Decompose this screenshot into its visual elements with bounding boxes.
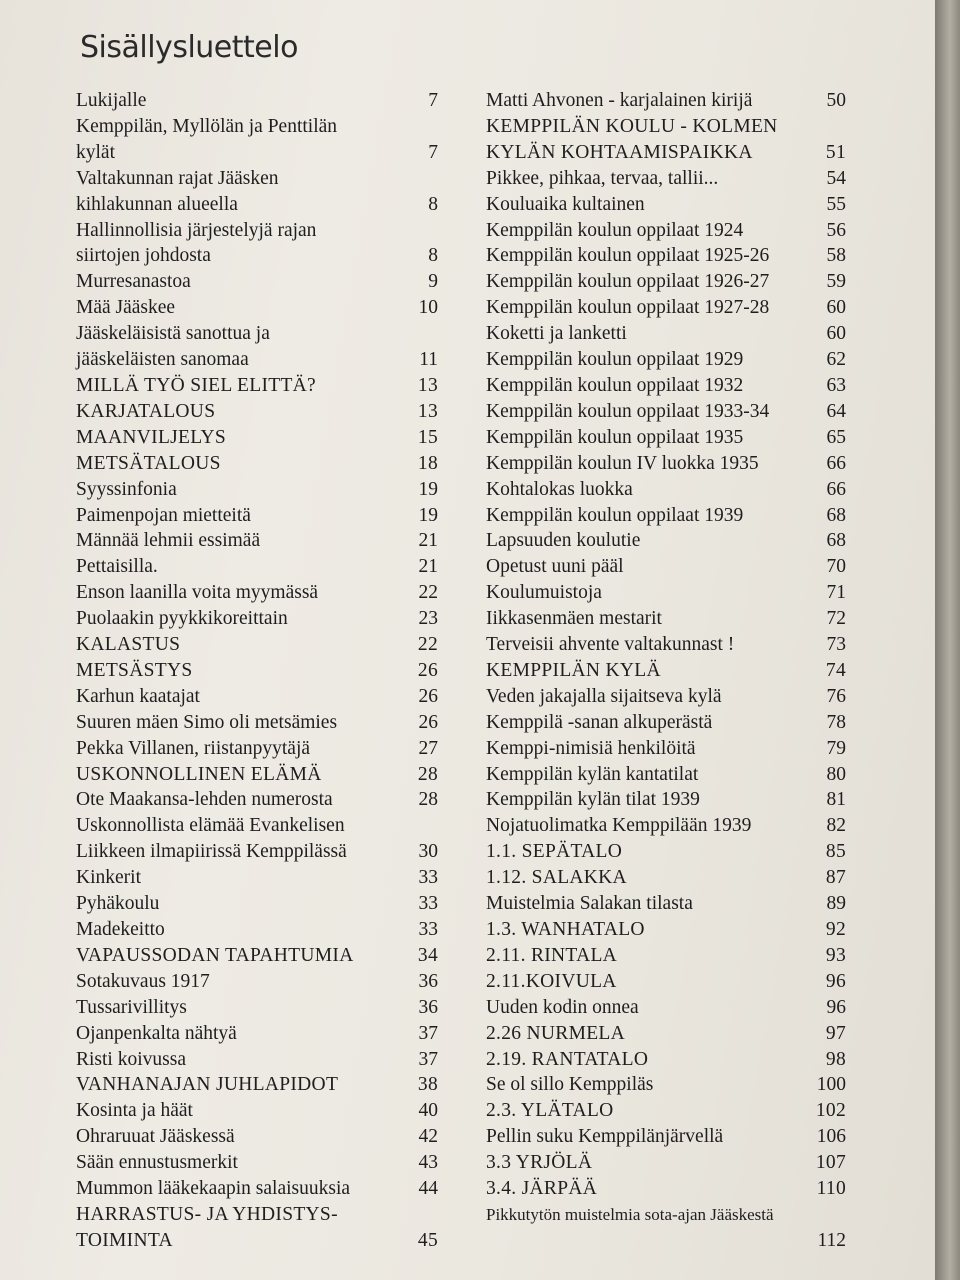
toc-entry-page: 34 xyxy=(417,944,438,966)
toc-entry xyxy=(486,762,846,788)
toc-entry-title: 2.19. RANTATALO xyxy=(486,1048,649,1070)
toc-entry xyxy=(486,373,846,399)
toc-entry-page: 98 xyxy=(825,1048,846,1070)
toc-entry-title: 1.3. WANHATALO xyxy=(486,919,645,940)
toc-entry xyxy=(76,606,438,632)
toc-entry xyxy=(76,917,438,943)
toc-entry-title: Lukijalle xyxy=(76,90,147,111)
toc-entry-title: Kemppilän koulun oppilaat 1925-26 xyxy=(486,245,770,267)
toc-entry-page: 36 xyxy=(418,996,438,1018)
toc-entry-page: 22 xyxy=(418,582,438,604)
toc-entry-page: 26 xyxy=(417,659,438,681)
toc-entry-page: 21 xyxy=(418,556,438,578)
toc-entry-title: 2.11. RINTALA xyxy=(486,944,618,966)
toc-entry-title: Matti Ahvonen - karjalainen kirijä xyxy=(486,90,753,111)
toc-entry xyxy=(76,218,438,244)
toc-entry xyxy=(76,114,438,140)
toc-entry-page: 37 xyxy=(418,1022,438,1044)
toc-entry-page: 51 xyxy=(825,141,846,163)
toc-entry-title: 2.3. YLÄTALO xyxy=(486,1100,614,1122)
toc-entry xyxy=(76,1176,438,1202)
toc-entry xyxy=(76,399,438,425)
toc-entry-page: 112 xyxy=(817,1229,846,1251)
toc-entry xyxy=(486,606,846,632)
toc-entry-page: 11 xyxy=(419,349,438,371)
toc-entry-title: Opetust uuni pääl xyxy=(486,556,624,578)
toc-entry xyxy=(486,917,846,943)
toc-entry xyxy=(76,1150,438,1176)
toc-entry xyxy=(76,554,438,580)
toc-entry xyxy=(486,140,846,166)
toc-entry-title: Kemppilän koulun oppilaat 1926-27 xyxy=(486,271,770,293)
toc-entry-page: 74 xyxy=(825,659,846,681)
toc-entry-title: Uskonnollista elämää Evankelisen xyxy=(76,815,345,837)
toc-entry-page: 100 xyxy=(816,1074,846,1096)
toc-entry xyxy=(486,425,846,451)
toc-entry-title: Kemppilän kylän tilat 1939 xyxy=(486,789,700,811)
toc-entry xyxy=(486,1150,846,1176)
toc-entry xyxy=(76,269,438,295)
toc-entry-title: Paimenpojan mietteitä xyxy=(76,504,251,526)
toc-entry xyxy=(76,192,438,218)
toc-entry-page: 73 xyxy=(826,634,846,656)
toc-entry-page: 79 xyxy=(826,737,846,759)
toc-entry-page: 76 xyxy=(826,685,846,707)
toc-entry xyxy=(76,1021,438,1047)
toc-entry-title: Tussarivillitys xyxy=(76,996,187,1018)
toc-entry-page: 10 xyxy=(418,297,438,319)
toc-entry-page: 40 xyxy=(418,1100,438,1122)
toc-entry-title: Ohraruuat Jääskessä xyxy=(76,1126,235,1148)
toc-entry-page: 72 xyxy=(826,608,846,630)
toc-entry xyxy=(486,1047,846,1073)
toc-entry xyxy=(76,1098,438,1124)
toc-entry xyxy=(76,632,438,658)
toc-entry xyxy=(486,813,846,839)
toc-entry-title: Kouluaika kultainen xyxy=(486,193,645,215)
toc-entry-title: Kemppilän, Myllölän ja Penttilän xyxy=(76,115,338,137)
toc-entry-title: KYLÄN KOHTAAMISPAIKKA xyxy=(486,141,753,163)
toc-entry-page: 56 xyxy=(826,219,846,241)
toc-entry-title: Valtakunnan rajat Jääsken xyxy=(76,167,279,189)
toc-entry xyxy=(486,1072,846,1098)
toc-entry-page: 23 xyxy=(418,608,438,630)
toc-entry xyxy=(486,243,846,269)
toc-entry-page: 54 xyxy=(826,167,846,189)
toc-entry-title: Puolaakin pyykkikoreittain xyxy=(76,608,288,630)
toc-entry-page: 68 xyxy=(826,504,846,526)
toc-entry xyxy=(486,1021,846,1047)
toc-entry xyxy=(76,865,438,891)
toc-entry-title: VAPAUSSODAN TAPAHTUMIA xyxy=(76,944,354,966)
toc-entry-title: Ote Maakansa-lehden numerosta xyxy=(76,789,333,811)
toc-entry-title: Kinkerit xyxy=(76,867,141,889)
toc-entry-page: 33 xyxy=(418,919,438,940)
toc-entry-title: Pyhäkoulu xyxy=(76,893,160,915)
toc-entry xyxy=(76,1228,438,1254)
toc-entry xyxy=(76,839,438,865)
toc-entry-page: 87 xyxy=(825,867,846,889)
toc-entry-page: 70 xyxy=(826,556,846,578)
toc-entry-title: Ojanpenkalta nähtyä xyxy=(76,1022,237,1044)
toc-entry-title: Lapsuuden koulutie xyxy=(486,530,641,552)
toc-entry-title: Männää lehmii essimää xyxy=(76,530,261,552)
toc-entry-title: Iikkasenmäen mestarit xyxy=(486,608,662,630)
toc-entry-title: 2.26 NURMELA xyxy=(486,1022,626,1044)
toc-entry-page: 13 xyxy=(417,400,438,422)
toc-entry-title: USKONNOLLINEN ELÄMÄ xyxy=(76,763,322,785)
toc-entry-title: Kemppilän koulun oppilaat 1933-34 xyxy=(486,400,770,422)
toc-entry-title: Uuden kodin onnea xyxy=(486,996,639,1018)
toc-entry xyxy=(76,425,438,451)
toc-entry-page: 27 xyxy=(418,737,438,759)
toc-entry xyxy=(486,114,846,140)
toc-entry-page: 71 xyxy=(826,582,846,604)
toc-entry-title: jääskeläisten sanomaa xyxy=(76,349,249,371)
toc-entry-title: METSÄSTYS xyxy=(76,659,193,681)
toc-entry-title: 2.11.KOIVULA xyxy=(486,970,617,992)
toc-entry xyxy=(486,1176,846,1202)
toc-entry-page: 19 xyxy=(418,504,438,526)
toc-entry-page: 66 xyxy=(826,478,846,500)
toc-entry-page: 36 xyxy=(418,970,438,992)
toc-entry xyxy=(486,1228,846,1254)
toc-entry-page: 96 xyxy=(825,970,846,992)
toc-entry xyxy=(486,995,846,1021)
toc-entry xyxy=(76,321,438,347)
toc-entry xyxy=(76,88,438,114)
toc-entry xyxy=(486,399,846,425)
toc-entry-page: 43 xyxy=(418,1152,438,1174)
toc-entry xyxy=(76,580,438,606)
toc-entry-title: Kemppilän koulun oppilaat 1935 xyxy=(486,426,744,448)
toc-entry xyxy=(486,1098,846,1124)
toc-entry-title: Kemppilän kylän kantatilat xyxy=(486,763,699,785)
toc-entry xyxy=(76,710,438,736)
toc-entry xyxy=(76,1124,438,1150)
toc-entry-title: TOIMINTA xyxy=(76,1229,173,1251)
toc-entry-page: 21 xyxy=(418,530,438,552)
toc-entry xyxy=(76,1072,438,1098)
toc-entry xyxy=(76,166,438,192)
toc-entry-page: 102 xyxy=(815,1100,846,1122)
toc-entry-page: 82 xyxy=(826,815,846,837)
toc-entry-title: Kosinta ja häät xyxy=(76,1100,193,1122)
toc-entry-page: 28 xyxy=(417,763,438,785)
toc-entry xyxy=(486,632,846,658)
toc-entry-title: Kemppilän koulun oppilaat 1927-28 xyxy=(486,297,770,319)
toc-entry xyxy=(76,891,438,917)
toc-entry xyxy=(486,503,846,529)
toc-entry xyxy=(76,762,438,788)
toc-entry-page: 63 xyxy=(826,374,846,396)
toc-entry-page: 33 xyxy=(418,867,438,889)
toc-entry xyxy=(486,580,846,606)
toc-entry-page: 13 xyxy=(417,374,438,396)
toc-entry xyxy=(486,88,846,114)
toc-entry-title: 1.1. SEPÄTALO xyxy=(486,841,623,863)
toc-entry-page: 60 xyxy=(826,297,846,319)
toc-entry-title: Se ol sillo Kemppiläs xyxy=(486,1074,654,1096)
toc-entry-page: 38 xyxy=(417,1074,438,1096)
page-edge xyxy=(935,0,960,1280)
toc-entry-page: 8 xyxy=(428,193,438,215)
toc-entry-page: 97 xyxy=(825,1022,846,1044)
toc-entry-page: 58 xyxy=(826,245,846,267)
toc-entry-title: METSÄTALOUS xyxy=(76,452,221,474)
toc-entry-title: Koketti ja lanketti xyxy=(486,323,627,345)
toc-entry xyxy=(76,373,438,399)
toc-entry-page: 65 xyxy=(826,426,846,448)
toc-entry-page: 80 xyxy=(826,763,846,785)
toc-entry xyxy=(486,192,846,218)
toc-entry-page: 92 xyxy=(825,919,846,940)
toc-entry-title: Kemppilä -sanan alkuperästä xyxy=(486,711,713,733)
toc-entry-page: 9 xyxy=(428,271,438,293)
toc-entry xyxy=(486,554,846,580)
toc-entry xyxy=(76,503,438,529)
toc-entry-page: 42 xyxy=(418,1126,438,1148)
toc-entry-title: 3.4. JÄRPÄÄ xyxy=(486,1178,598,1200)
toc-entry-title: Mää Jääskee xyxy=(76,297,176,319)
toc-entry-page: 18 xyxy=(417,452,438,474)
toc-entry-title: Kemppilän koulun oppilaat 1924 xyxy=(486,219,744,241)
toc-entry-page: 45 xyxy=(417,1229,438,1251)
toc-entry-page: 62 xyxy=(826,349,846,371)
toc-entry-title: Risti koivussa xyxy=(76,1048,186,1070)
toc-entry xyxy=(76,1047,438,1073)
toc-entry xyxy=(486,736,846,762)
toc-entry-title: HARRASTUS- JA YHDISTYS- xyxy=(76,1203,338,1225)
toc-entry-title: Syyssinfonia xyxy=(76,478,177,500)
toc-entry-page: 28 xyxy=(418,789,438,811)
toc-entry-title: Pettaisilla. xyxy=(76,556,158,578)
toc-entry-title: Sään ennustusmerkit xyxy=(76,1152,238,1174)
toc-entry-page: 85 xyxy=(825,841,846,863)
toc-entry xyxy=(76,813,438,839)
toc-entry-title: Nojatuolimatka Kemppilään 1939 xyxy=(486,815,752,837)
toc-entry-title: Terveisii ahvente valtakunnast ! xyxy=(486,634,735,656)
toc-entry-title: Suuren mäen Simo oli metsämies xyxy=(76,711,338,733)
toc-entry-title: Sotakuvaus 1917 xyxy=(76,970,210,992)
toc-entry xyxy=(76,684,438,710)
toc-entry-page: 19 xyxy=(418,478,438,500)
toc-entry xyxy=(486,710,846,736)
toc-entry-title: Pekka Villanen, riistanpyytäjä xyxy=(76,737,311,759)
toc-entry xyxy=(76,528,438,554)
toc-left-column xyxy=(76,88,438,1254)
toc-entry-title: Murresanastoa xyxy=(76,271,191,293)
toc-entry-title: Kemppilän koulun oppilaat 1939 xyxy=(486,504,744,526)
toc-entry-title: Kemppi-nimisiä henkilöitä xyxy=(486,737,696,759)
toc-entry xyxy=(76,243,438,269)
toc-entry xyxy=(486,269,846,295)
toc-entry-title: Muistelmia Salakan tilasta xyxy=(486,893,693,915)
toc-entry xyxy=(486,477,846,503)
toc-entry xyxy=(486,658,846,684)
toc-entry-title: Kemppilän koulun oppilaat 1929 xyxy=(486,349,744,371)
toc-entry-title: Madekeitto xyxy=(76,919,165,940)
toc-entry-page: 106 xyxy=(816,1126,846,1148)
toc-entry xyxy=(486,528,846,554)
toc-entry-page: 8 xyxy=(428,245,438,267)
toc-entry-page: 15 xyxy=(417,426,438,448)
toc-entry xyxy=(76,787,438,813)
toc-entry-page: 59 xyxy=(826,271,846,293)
toc-entry-title: MILLÄ TYÖ SIEL ELITTÄ? xyxy=(76,374,316,396)
toc-entry-page: 26 xyxy=(418,711,438,733)
toc-entry xyxy=(486,969,846,995)
toc-right-column xyxy=(486,88,846,1254)
toc-entry-page: 89 xyxy=(826,893,846,915)
toc-entry-page: 30 xyxy=(418,841,438,863)
toc-entry-title: Kemppilän koulun oppilaat 1932 xyxy=(486,374,744,396)
toc-entry xyxy=(76,295,438,321)
toc-entry xyxy=(76,736,438,762)
toc-entry-page: 37 xyxy=(418,1048,438,1070)
toc-entry-page: 50 xyxy=(826,90,846,111)
toc-entry-page: 7 xyxy=(428,141,438,163)
toc-entry xyxy=(76,658,438,684)
toc-entry-page: 110 xyxy=(816,1178,846,1200)
toc-entry xyxy=(486,865,846,891)
toc-entry-page: 55 xyxy=(826,193,846,215)
toc-entry-title: Pellin suku Kemppilänjärvellä xyxy=(486,1126,724,1148)
toc-entry xyxy=(486,321,846,347)
toc-entry xyxy=(76,995,438,1021)
toc-entry-page: 93 xyxy=(825,944,846,966)
toc-entry-title: Koulumuistoja xyxy=(486,582,602,604)
toc-entry-page: 22 xyxy=(417,634,438,656)
toc-entry-page: 66 xyxy=(826,452,846,474)
toc-entry-title: Karhun kaatajat xyxy=(76,685,200,707)
toc-entry-title: KALASTUS xyxy=(76,634,181,656)
toc-entry-title: VANHANAJAN JUHLAPIDOT xyxy=(76,1074,339,1096)
toc-entry-page: 44 xyxy=(418,1178,438,1200)
toc-entry xyxy=(486,166,846,192)
toc-entry xyxy=(76,451,438,477)
toc-entry xyxy=(486,891,846,917)
toc-entry-title: siirtojen johdosta xyxy=(76,245,211,267)
toc-entry-title: kylät xyxy=(76,141,115,163)
toc-entry-title: Pikkutytön muistelmia sota-ajan Jääskestä xyxy=(486,1204,774,1224)
toc-entry xyxy=(486,787,846,813)
toc-entry-title: Kemppilän koulun IV luokka 1935 xyxy=(486,452,759,474)
toc-entry xyxy=(486,295,846,321)
toc-entry-title: Liikkeen ilmapiirissä Kemppilässä xyxy=(76,841,347,863)
toc-entry xyxy=(486,218,846,244)
toc-entry xyxy=(486,347,846,373)
toc-entry xyxy=(486,943,846,969)
toc-entry-title: Hallinnollisia järjestelyjä rajan xyxy=(76,219,317,241)
toc-entry-title: kihlakunnan alueella xyxy=(76,193,238,215)
toc-entry-title: MAANVILJELYS xyxy=(76,426,227,448)
toc-entry xyxy=(486,451,846,477)
toc-entry-title: Kohtalokas luokka xyxy=(486,478,633,500)
page-title: Sisällysluettelo xyxy=(80,30,298,65)
toc-entry xyxy=(76,969,438,995)
toc-entry-page: 26 xyxy=(418,685,438,707)
toc-entry-page: 33 xyxy=(418,893,438,915)
toc-entry-title: Veden jakajalla sijaitseva kylä xyxy=(486,685,722,707)
toc-entry xyxy=(76,1202,438,1228)
toc-entry xyxy=(76,140,438,166)
toc-entry xyxy=(76,477,438,503)
toc-entry-title: KARJATALOUS xyxy=(76,400,216,422)
toc-entry-page: 64 xyxy=(826,400,846,422)
toc-entry-title: 1.12. SALAKKA xyxy=(486,867,627,889)
toc-entry xyxy=(76,943,438,969)
toc-entry-page: 96 xyxy=(826,996,846,1018)
toc-entry xyxy=(486,1202,846,1228)
toc-entry-title: Jääskeläisistä sanottua ja xyxy=(76,323,270,345)
toc-entry-page: 68 xyxy=(826,530,846,552)
toc-entry-title: 3.3 YRJÖLÄ xyxy=(486,1152,593,1174)
toc-entry-page: 107 xyxy=(815,1152,846,1174)
toc-entry-title: KEMPPILÄN KOULU - KOLMEN xyxy=(486,115,778,137)
toc-entry-page: 78 xyxy=(826,711,846,733)
toc-entry-page: 81 xyxy=(826,789,846,811)
toc-entry-page: 7 xyxy=(428,90,438,111)
toc-entry xyxy=(486,839,846,865)
toc-entry-title: KEMPPILÄN KYLÄ xyxy=(486,659,661,681)
toc-entry xyxy=(486,1124,846,1150)
toc-entry-title: Mummon lääkekaapin salaisuuksia xyxy=(76,1178,351,1200)
toc-entry-title: Pikkee, pihkaa, tervaa, tallii... xyxy=(486,167,719,189)
toc-entry-title: Enson laanilla voita myymässä xyxy=(76,582,319,604)
toc-entry-page: 60 xyxy=(826,323,846,345)
toc-entry xyxy=(486,684,846,710)
toc-entry xyxy=(76,347,438,373)
